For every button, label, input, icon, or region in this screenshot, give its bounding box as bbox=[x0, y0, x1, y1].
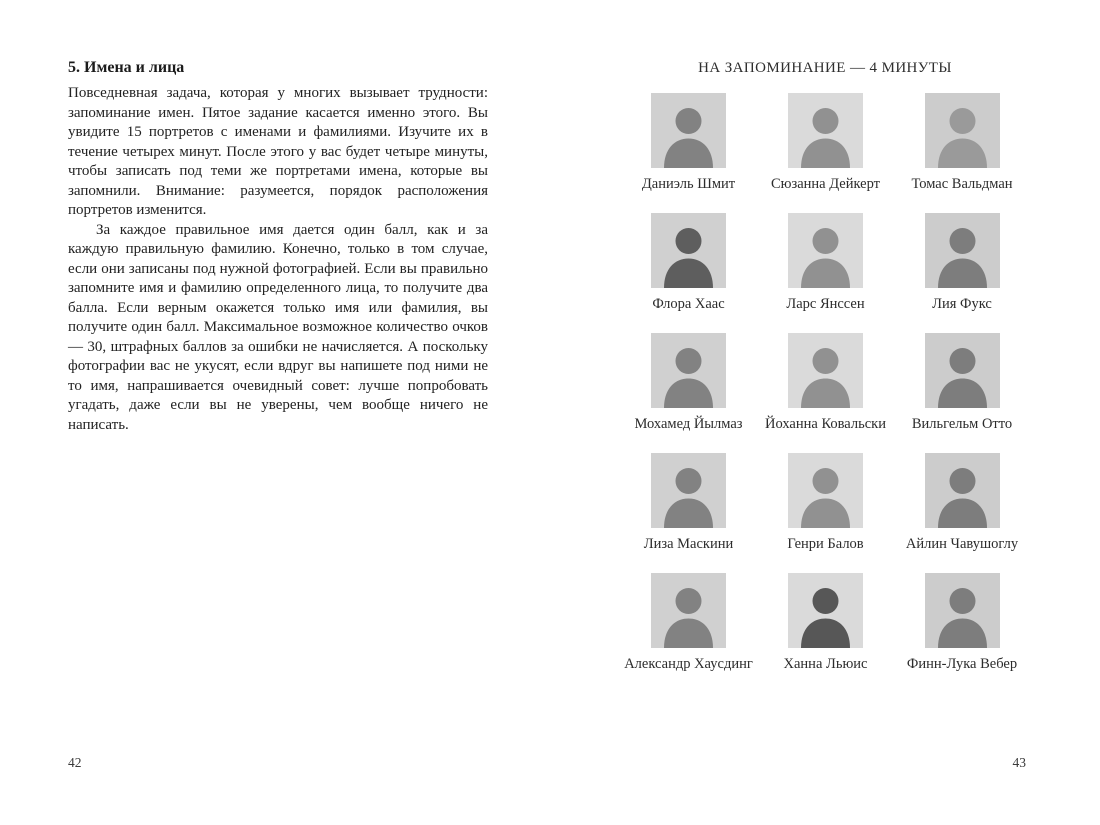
person-silhouette-icon bbox=[651, 573, 726, 648]
portrait-photo bbox=[651, 453, 726, 528]
person-silhouette-icon bbox=[788, 333, 863, 408]
portrait-cell bbox=[620, 571, 757, 691]
portrait-photo bbox=[651, 573, 726, 648]
person-silhouette-icon bbox=[651, 213, 726, 288]
portrait-photo bbox=[651, 93, 726, 168]
page-number-right: 43 bbox=[1012, 755, 1026, 770]
paragraph-intro: Повседневная задача, которая у многих вызывает трудности: запоминание имен. Пятое задание касается именно этого. Вы увидите 15 портретов с именами и фамилиями. Изучите их в течение четырех минут. После этого у вас будет четыре минуты, чтобы записать под теми же портретами имена, которые вы запомнили. Внимание: разумеется, порядок расположения портретов изменится. bbox=[68, 85, 488, 218]
portrait-name: Финн-Лука Вебер bbox=[906, 656, 1018, 672]
portrait-name: Лиза Маскини bbox=[643, 536, 734, 552]
portrait-photo bbox=[651, 213, 726, 288]
person-silhouette-icon bbox=[788, 573, 863, 648]
portrait-name: Флора Хаас bbox=[652, 296, 725, 312]
portrait-cell bbox=[620, 331, 757, 451]
portrait-photo bbox=[925, 93, 1000, 168]
portrait-cell bbox=[620, 211, 757, 331]
portrait-name: Сюзанна Дейкерт bbox=[770, 176, 881, 192]
person-silhouette-icon bbox=[651, 333, 726, 408]
person-silhouette-icon bbox=[925, 213, 1000, 288]
person-silhouette-icon bbox=[788, 213, 863, 288]
person-silhouette-icon bbox=[925, 573, 1000, 648]
portrait-photo bbox=[925, 213, 1000, 288]
portrait-cell bbox=[757, 451, 894, 571]
person-silhouette-icon bbox=[651, 453, 726, 528]
portrait-photo bbox=[925, 333, 1000, 408]
portrait-photo bbox=[788, 333, 863, 408]
person-silhouette-icon bbox=[925, 333, 1000, 408]
portrait-photo bbox=[788, 573, 863, 648]
section-heading: 5. Имена и лица bbox=[68, 59, 185, 76]
portrait-photo bbox=[788, 453, 863, 528]
person-silhouette-icon bbox=[925, 453, 1000, 528]
portrait-cell bbox=[757, 211, 894, 331]
portrait-name: Лия Фукс bbox=[932, 296, 992, 312]
portrait-cell bbox=[894, 451, 1030, 571]
portrait-photo bbox=[788, 93, 863, 168]
portrait-cell bbox=[894, 211, 1030, 331]
portrait-cell bbox=[894, 571, 1030, 691]
portrait-name: Мохамед Йылмаз bbox=[634, 416, 743, 432]
portrait-photo bbox=[788, 213, 863, 288]
person-silhouette-icon bbox=[925, 93, 1000, 168]
portrait-name: Ларс Янссен bbox=[786, 296, 865, 312]
left-page bbox=[68, 58, 488, 770]
portrait-cell bbox=[894, 331, 1030, 451]
portrait-photo bbox=[925, 453, 1000, 528]
portrait-cell bbox=[894, 91, 1030, 211]
paragraph-scoring: За каждое правильное имя дается один балл, как и за каждую правильную фамилию. Конечно, только в том случае, если они записаны под нужной фотографией. Если вы правильно запомните имя и фамилию определенного лица, то получите два балла. Если верным окажется только имя или фамилия, вы получите один балл. Максимальное возможное количество очков — 30, штрафных баллов за ошибки не начисляется. А поскольку фотографии вас не укусят, если вдруг вы напишете под ними не то имя, напрашивается очевидный совет: лучше попробовать угадать, даже если вы не уверены, чем вообще ничего не написать. bbox=[68, 221, 488, 433]
portrait-cell bbox=[757, 571, 894, 691]
portrait-cell bbox=[620, 451, 757, 571]
portrait-name: Даниэль Шмит bbox=[641, 176, 736, 192]
memorize-header: НА ЗАПОМИНАНИЕ — 4 МИНУТЫ bbox=[698, 60, 952, 76]
portraits-grid bbox=[620, 91, 1030, 691]
portrait-name: Йоханна Ковальски bbox=[765, 416, 886, 432]
portrait-photo bbox=[651, 333, 726, 408]
portrait-cell bbox=[757, 331, 894, 451]
portrait-name: Ханна Льюис bbox=[783, 656, 868, 672]
portrait-name: Томас Вальдман bbox=[911, 176, 1013, 192]
portrait-name: Айлин Чавушоглу bbox=[905, 536, 1019, 552]
portrait-name: Вильгельм Отто bbox=[911, 416, 1013, 432]
portrait-name: Александр Хаусдинг bbox=[624, 656, 753, 672]
person-silhouette-icon bbox=[788, 93, 863, 168]
portrait-photo bbox=[925, 573, 1000, 648]
portrait-cell bbox=[620, 91, 757, 211]
person-silhouette-icon bbox=[788, 453, 863, 528]
portrait-cell bbox=[757, 91, 894, 211]
page-number-left: 42 bbox=[68, 755, 82, 770]
person-silhouette-icon bbox=[651, 93, 726, 168]
portrait-name: Генри Балов bbox=[787, 536, 864, 552]
